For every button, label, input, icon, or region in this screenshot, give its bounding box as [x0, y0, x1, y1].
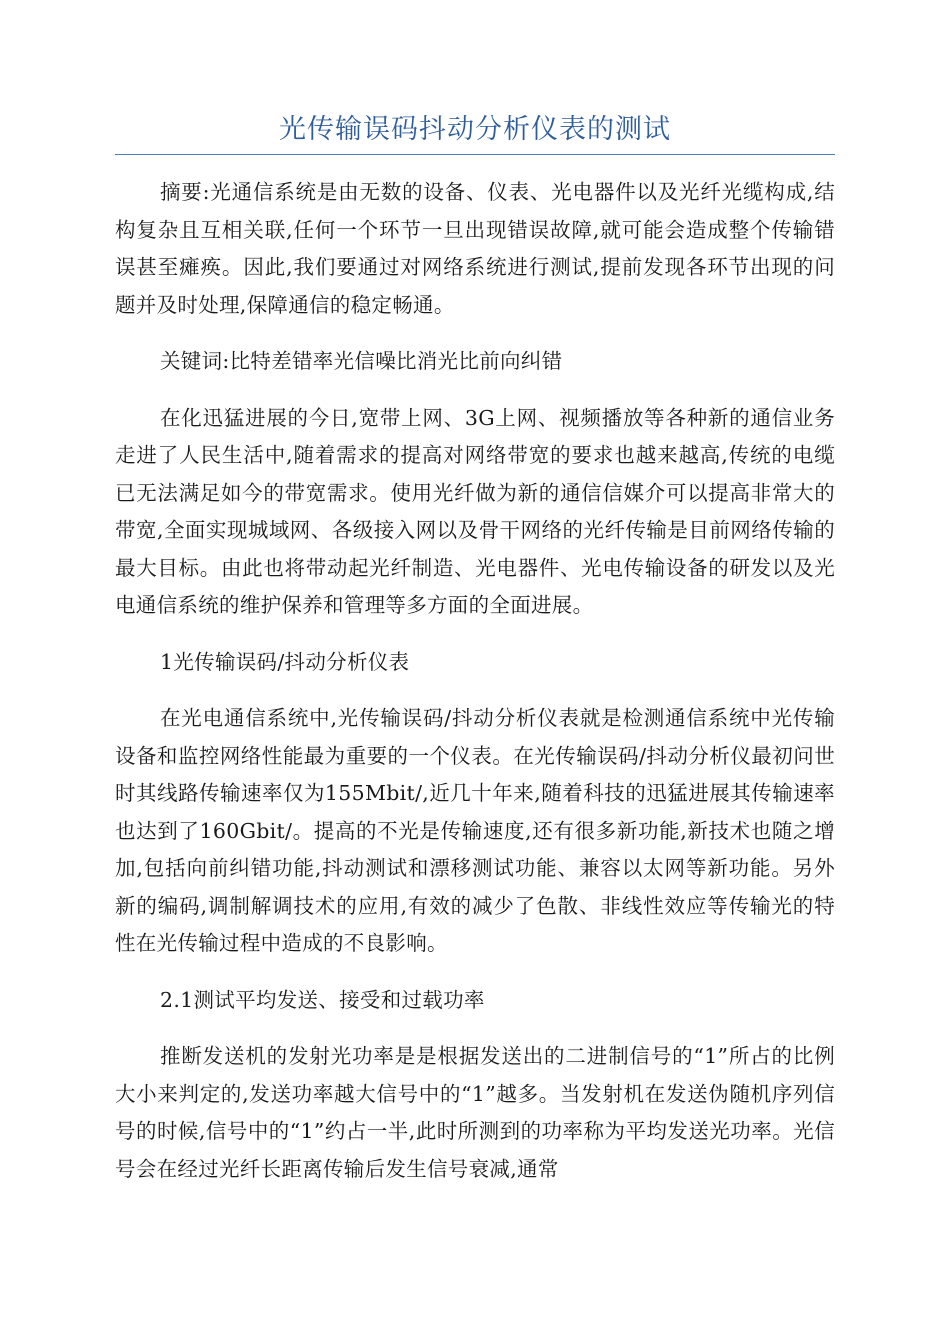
- abstract-paragraph: 摘要:光通信系统是由无数的设备、仪表、光电器件以及光纤光缆构成,结构复杂且互相关联,任何一个环节一旦出现错误故障,就可能会造成整个传输错误甚至瘫痪。因此,我们要通过对网络系统进行测试,提前发现各环节出现的问题并及时处理,保障通信的稳定畅通。: [115, 180, 835, 317]
- section-1-paragraph: 在光电通信系统中,光传输误码/抖动分析仪表就是检测通信系统中光传输设备和监控网络性能最为重要的一个仪表。在光传输误码/抖动分析仪最初问世时其线路传输速率仅为155Mbit/,近几十年来,随着科技的迅猛进展其传输速率也达到了160Gbit/。提高的不光是传输速度,还有很多新功能,新技术也随之增加,包括向前纠错功能,抖动测试和漂移测试功能、兼容以太网等新功能。另外新的编码,调制解调技术的应用,有效的减少了色散、非线性效应等传输光的特性在光传输过程中造成的不良影响。: [115, 706, 835, 955]
- document-body: [115, 174, 835, 1207]
- section-heading-2-1: 2.1测试平均发送、接受和过载功率: [160, 987, 485, 1012]
- title-underline: [115, 154, 835, 155]
- document-title: 光传输误码抖动分析仪表的测试: [279, 114, 671, 145]
- section-heading-1: 1光传输误码/抖动分析仪表: [160, 649, 410, 674]
- keywords-line: 关键词:比特差错率光信噪比消光比前向纠错: [160, 349, 563, 373]
- intro-paragraph: 在化迅猛进展的今日,宽带上网、3G上网、视频播放等各种新的通信业务走进了人民生活中,随着需求的提高对网络带宽的要求也越来越高,传统的电缆已无法满足如今的带宽需求。使用光纤做为新的通信信媒介可以提高非常大的带宽,全面实现城域网、各级接入网以及骨干网络的光纤传输是目前网络传输的最大目标。由此也将带动起光纤制造、光电器件、光电传输设备的研发以及光电通信系统的维护保养和管理等多方面的全面进展。: [115, 405, 835, 617]
- section-2-1-paragraph: 推断发送机的发射光功率是是根据发送出的二进制信号的“1”所占的比例大小来判定的,发送功率越大信号中的“1”越多。当发射机在发送伪随机序列信号的时候,信号中的“1”约占一半,此时所测到的功率称为平均发送光功率。光信号会在经过光纤长距离传输后发生信号衰减,通常: [115, 1044, 835, 1181]
